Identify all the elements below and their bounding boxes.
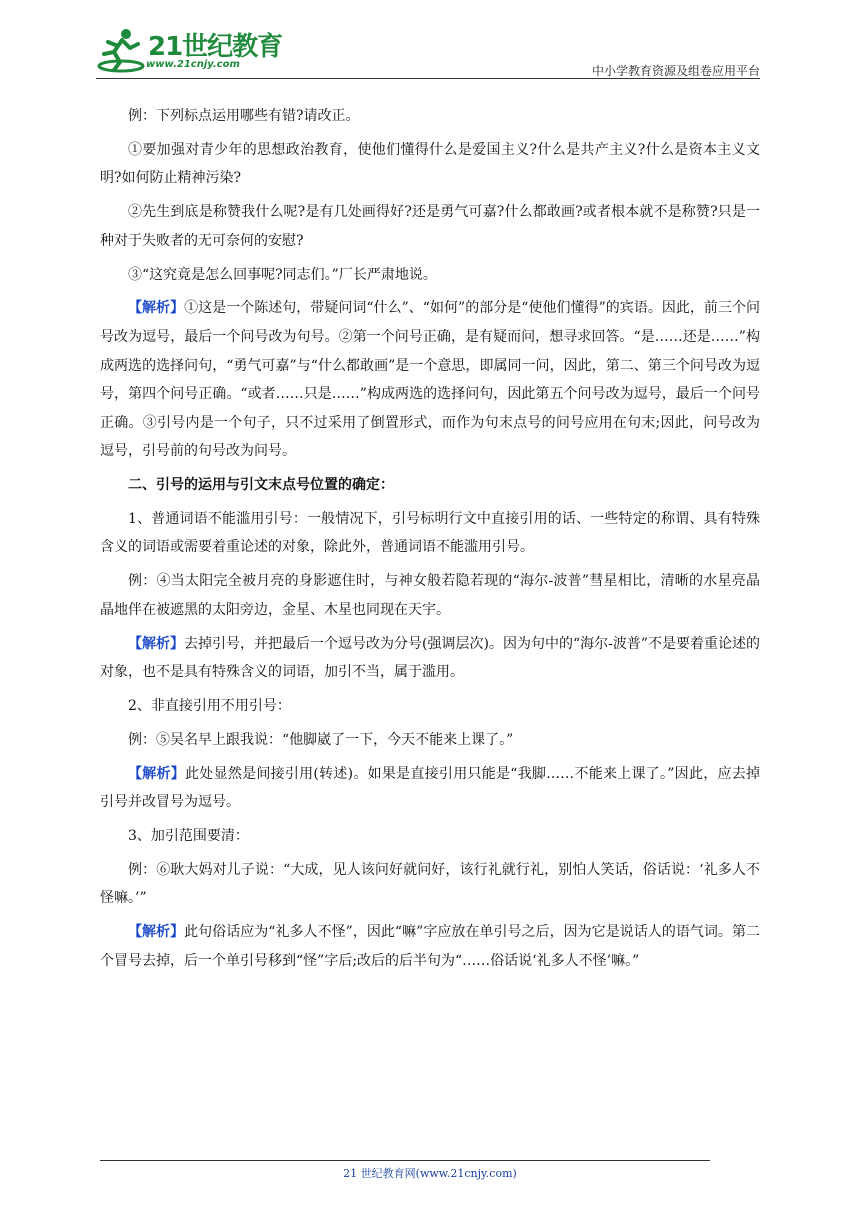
analysis-tag: 【解析】 bbox=[128, 924, 185, 941]
analysis-paragraph bbox=[100, 630, 760, 687]
paragraph-text: 2、非直接引用不用引号： bbox=[128, 697, 291, 714]
body-paragraph bbox=[100, 692, 760, 721]
running-figure-icon bbox=[96, 28, 146, 74]
logo-title: 21世纪教育 bbox=[148, 32, 283, 62]
body-paragraph bbox=[100, 567, 760, 624]
body-paragraph bbox=[100, 102, 760, 131]
paragraph-text: 例：下列标点运用哪些有错?请改正。 bbox=[128, 108, 360, 124]
analysis-paragraph bbox=[100, 294, 760, 466]
paragraph-text: ③“这究竟是怎么回事呢?同志们。”厂长严肃地说。 bbox=[128, 266, 437, 283]
paragraph-text: ①这是一个陈述句，带疑问词“什么”、“如何”的部分是“使他们懂得”的宾语。因此，前三个问号改为逗号，最后一个问号改为句号。②第一个问号正确，是有疑而问，想寻求回答。“是……还是……”构成两选的选择问句，“勇气可嘉”与“什么都敢画”是一个意思，即属同一问，因此，第二、第三个问号改为逗号，第四个问号正确。“或者……只是……”构成两选的选择问句，因此第五个问号改为逗号，最后一个问号正确。③引号内是一个句子，只不过采用了倒置形式，而作为句末点号的问号应用在句末;因此，问号改为逗号，引号前的句号改为问号。 bbox=[100, 300, 760, 460]
paragraph-text: 此句俗话应为“礼多人不怪”，因此“嘛”字应放在单引号之后，因为它是说话人的语气词。第二个冒号去掉，后一个单引号移到“怪”字后;改后的后半句为“……俗话说‘礼多人不怪’嘛。” bbox=[100, 924, 760, 969]
body-paragraph bbox=[100, 505, 760, 562]
paragraph-text: 例：⑥耿大妈对儿子说：“大成，见人该问好就问好，该行礼就行礼，别怕人笑话，俗话说：‘礼多人不怪嘛。’” bbox=[100, 861, 760, 907]
section-heading bbox=[100, 471, 760, 500]
header-slogan: 中小学教育资源及组卷应用平台 bbox=[591, 64, 760, 78]
logo-url: www.21cnjy.com bbox=[146, 59, 240, 70]
analysis-tag: 【解析】 bbox=[128, 635, 185, 652]
body-paragraph bbox=[100, 198, 760, 255]
paragraph-text: ②先生到底是称赞我什么呢?是有几处画得好?还是勇气可嘉?什么都敢画?或者根本就不是称赞?只是一种对于失败者的无可奈何的安慰? bbox=[100, 204, 760, 249]
body-paragraph bbox=[100, 856, 760, 913]
paragraph-text: 去掉引号，并把最后一个逗号改为分号(强调层次)。因为句中的“海尔-波普”不是要着重论述的对象，也不是具有特殊含义的词语，加引不当，属于滥用。 bbox=[100, 635, 761, 681]
paragraph-text: 二、引号的运用与引文末点号位置的确定： bbox=[128, 477, 394, 494]
analysis-paragraph bbox=[100, 918, 760, 975]
footer-text[interactable]: 21 世纪教育网(www.21cnjy.com) bbox=[343, 1167, 517, 1180]
analysis-tag: 【解析】 bbox=[128, 300, 185, 317]
page-header bbox=[96, 26, 760, 78]
analysis-paragraph bbox=[100, 760, 760, 817]
body-paragraph bbox=[100, 726, 760, 755]
document-body bbox=[100, 102, 760, 980]
footer-divider bbox=[100, 1160, 710, 1161]
analysis-tag: 【解析】 bbox=[128, 765, 186, 782]
site-logo[interactable] bbox=[96, 26, 283, 76]
paragraph-text: 例：⑤吴名早上跟我说：“他脚崴了一下，今天不能来上课了。” bbox=[128, 731, 514, 748]
paragraph-text: 3、加引范围要清： bbox=[128, 827, 249, 844]
paragraph-text: 例：④当太阳完全被月亮的身影遮住时，与神女般若隐若现的“海尔-波普”彗星相比，清晰的水星亮晶晶地伴在被遮黑的太阳旁边，金星、木星也同现在天宇。 bbox=[100, 573, 760, 618]
paragraph-text: 此处显然是间接引用(转述)。如果是直接引用只能是“我脚……不能来上课了。”因此，应去掉引号并改冒号为逗号。 bbox=[100, 765, 760, 811]
body-paragraph bbox=[100, 822, 760, 851]
body-paragraph bbox=[100, 261, 760, 290]
paragraph-text: 1、普通词语不能滥用引号：一般情况下，引号标明行文中直接引用的话、一些特定的称谓、具有特殊含义的词语或需要着重论述的对象，除此外，普通词语不能滥用引号。 bbox=[100, 510, 760, 556]
body-paragraph bbox=[100, 136, 760, 193]
header-divider bbox=[96, 78, 760, 79]
paragraph-text: ①要加强对青少年的思想政治教育，使他们懂得什么是爱国主义?什么是共产主义?什么是资本主义文明?如何防止精神污染? bbox=[100, 141, 760, 187]
